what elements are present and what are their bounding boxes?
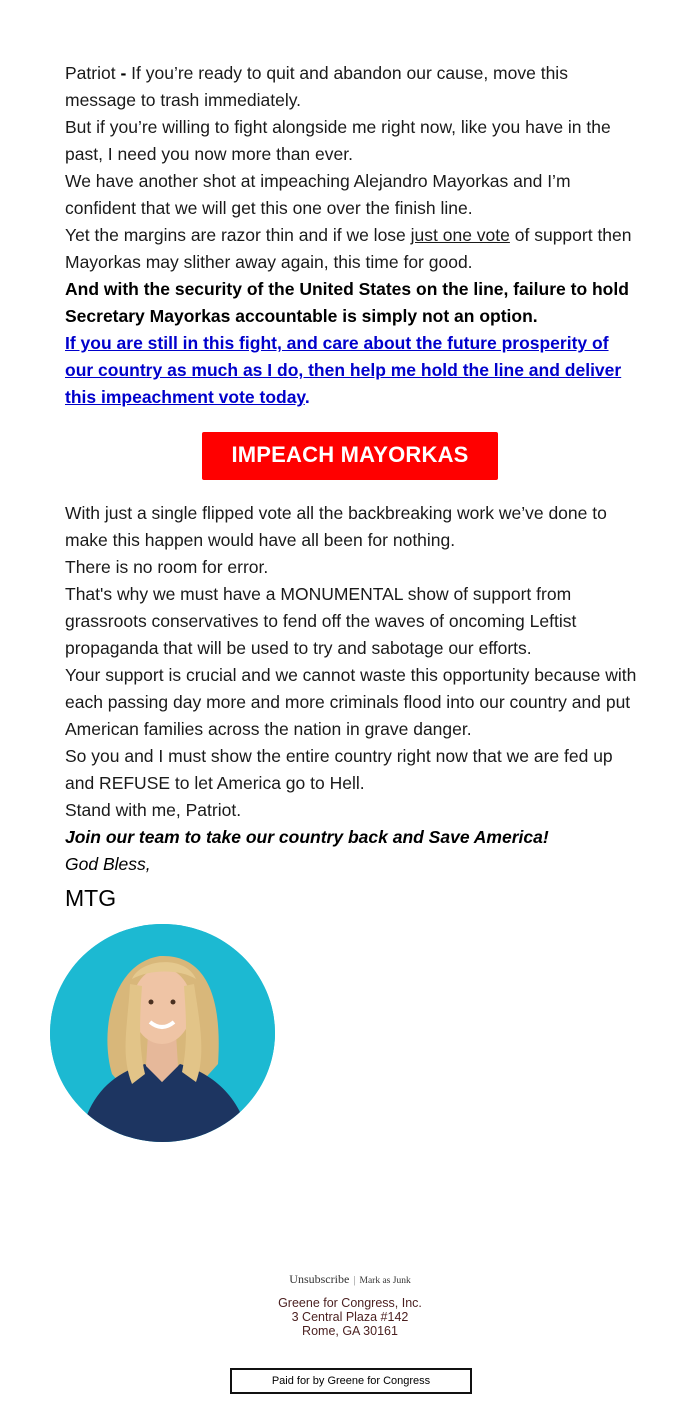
paragraph-margins: Yet the margins are razor thin and if we lose just one vote of support then Mayorkas may slither away again, this time for good. [65,225,632,272]
signature: MTG [65,885,117,911]
paid-for-disclaimer: Paid for by Greene for Congress [230,1368,472,1394]
mark-as-junk-link[interactable]: Mark as Junk [359,1276,411,1286]
avatar [50,924,275,1142]
address-line-2: Rome, GA 30161 [302,1324,398,1338]
email-body-top [65,60,640,411]
paragraph-join: Join our team to take our country back and Save America! [65,827,549,847]
link-separator: | [353,1274,356,1286]
paragraph-no-room: There is no room for error. [65,557,269,577]
paragraph-support: Your support is crucial and we cannot waste this opportunity because with each passing day more and more criminals flood into our country and put American families across the nation in grave danger. [65,665,637,739]
paragraph-impeach: We have another shot at impeaching Alejandro Mayorkas and I’m confident that we will get this one over the finish line. [65,171,571,218]
closing: God Bless, [65,854,151,874]
paragraph-stand: Stand with me, Patriot. [65,800,242,820]
paragraph-flipped-vote: With just a single flipped vote all the backbreaking work we’ve done to make this happen would have all been for nothing. [65,503,607,550]
salutation: Patriot [65,63,116,83]
paragraph-refuse: So you and I must show the entire country right now that we are fed up and REFUSE to let America go to Hell. [65,746,613,793]
paragraph-fight: But if you’re willing to fight alongside me right now, like you have in the past, I need you now more than ever. [65,117,611,164]
address-line-1: 3 Central Plaza #142 [291,1310,409,1324]
unsubscribe-link[interactable]: Unsubscribe [289,1272,350,1286]
footer-links [0,1270,700,1288]
org-name: Greene for Congress, Inc. [278,1296,422,1310]
portrait-image [50,924,275,1142]
cta-container [0,432,700,480]
email-body-bottom [65,500,640,918]
impeach-mayorkas-button[interactable]: IMPEACH MAYORKAS [202,432,498,480]
emphasis-one-vote: just one vote [410,225,510,245]
sender-address [0,1296,700,1338]
paragraph-security: And with the security of the United States on the line, failure to hold Secretary Mayorkas accountable is simply not an option. [65,279,629,326]
paragraph-link: If you are still in this fight, and care about the future prosperity of our country as much as I do, then help me hold the line and deliver this impeachment vote today. [65,333,622,407]
paragraph-monumental: That's why we must have a MONUMENTAL show of support from grassroots conservatives to fend off the waves of oncoming Leftist propaganda that will be used to try and sabotage our efforts. [65,584,577,658]
impeachment-vote-link[interactable]: If you are still in this fight, and care about the future prosperity of our country as much as I do, then help me hold the line and deliver this impeachment vote today [65,333,622,407]
paragraph-intro: Patriot - If you’re ready to quit and abandon our cause, move this message to trash immediately. [65,63,568,110]
